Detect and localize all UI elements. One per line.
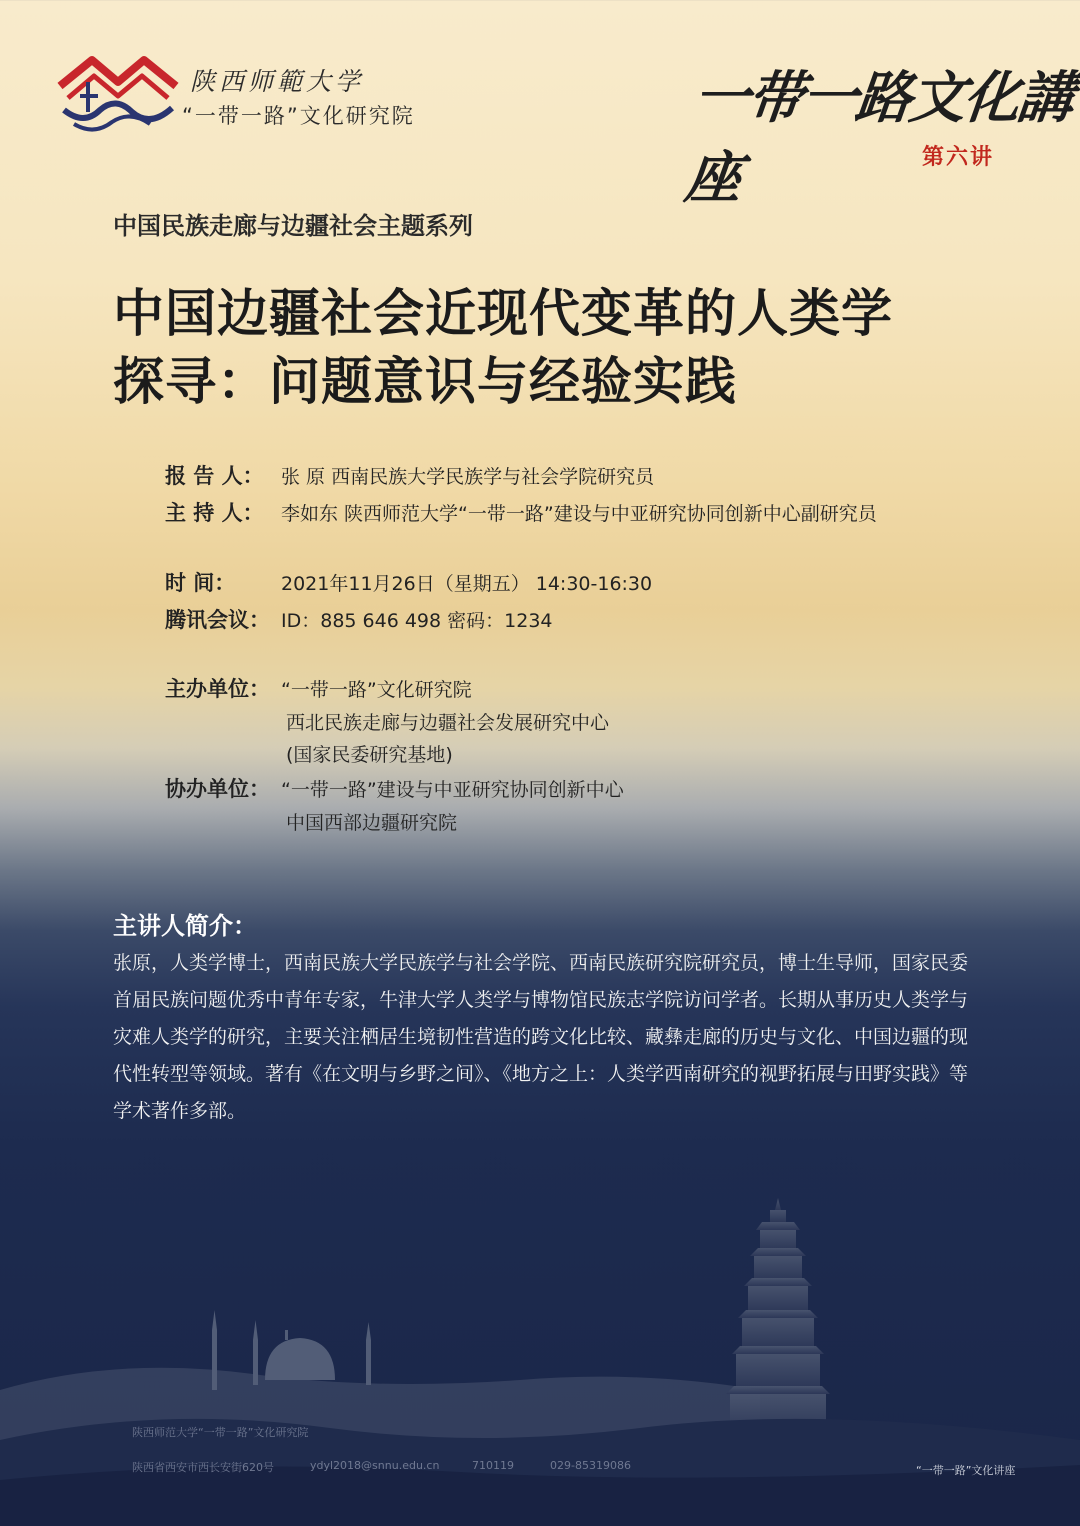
host-row [165, 497, 877, 527]
organizer-item: 西北民族走廊与边疆社会发展研究中心 [286, 712, 610, 734]
footer-series: “一带一路”文化讲座 [916, 1464, 1016, 1477]
speaker-value: 张 原 西南民族大学民族学与社会学院研究员 [281, 466, 655, 488]
host-value: 李如东 陕西师范大学“一带一路”建设与中亚研究协同创新中心副研究员 [281, 503, 877, 525]
co-organizer-item: 中国西部边疆研究院 [286, 812, 458, 834]
organizers-label: 主办单位： [165, 677, 270, 701]
pagoda-silhouette [726, 1198, 830, 1434]
main-title-line-1: 中国边疆社会近现代变革的人类学 [113, 285, 894, 344]
organizers-row [165, 673, 472, 703]
co-organizers-row [165, 773, 624, 803]
university-name: 陕西师範大学 [190, 67, 365, 96]
speaker-row [165, 460, 654, 490]
footer-postcode: 710119 [472, 1459, 514, 1472]
organizer-item: “一带一路”文化研究院 [281, 679, 472, 701]
footer-institute: 陕西师范大学“一带一路”文化研究院 [132, 1426, 309, 1439]
footer-email[interactable]: ydyl2018@snnu.edu.cn [310, 1459, 440, 1472]
meeting-row [165, 604, 553, 634]
organizer-item: (国家民委研究基地) [286, 744, 453, 766]
series-title: 中国民族走廊与边疆社会主题系列 [113, 212, 473, 240]
footer-phone: 029-85319086 [550, 1459, 631, 1472]
university-logo [54, 52, 180, 136]
meeting-label: 腾讯会议： [165, 608, 270, 632]
bio-heading: 主讲人简介： [113, 912, 257, 940]
time-value: 2021年11月26日（星期五） 14:30-16:30 [281, 573, 653, 595]
host-label: 主 持 人： [165, 501, 264, 525]
meeting-value: ID：885 646 498 密码：1234 [281, 610, 553, 632]
time-row [165, 567, 652, 597]
main-title-line-2: 探寻：问题意识与经验实践 [113, 353, 738, 412]
co-organizer-item: “一带一路”建设与中亚研究协同创新中心 [281, 779, 624, 801]
lecture-number: 第六讲 [922, 145, 995, 170]
footer-address: 陕西省西安市西长安街620号 [132, 1461, 274, 1474]
time-label: 时 间： [165, 571, 236, 595]
institute-name: “一带一路”文化研究院 [182, 104, 415, 128]
speaker-label: 报 告 人： [165, 464, 264, 488]
co-organizers-label: 协办单位： [165, 777, 270, 801]
lecture-series-calligraphy: 一带一路文化講座 [681, 65, 1076, 211]
bio-text: 张原，人类学博士，西南民族大学民族学与社会学院、西南民族研究院研究员，博士生导师，国家民委首届民族问题优秀中青年专家，牛津大学人类学与博物馆民族志学院访问学者。长期从事历史人类学与灾难人类学的研究，主要关注栖居生境韧性营造的跨文化比较、藏彝走廊的历史与文化、中国边疆的现代性转型等领域。著有《在文明与乡野之间》、《地方之上：人类学西南研究的视野拓展与田野实践》等学术著作多部。 [113, 952, 969, 1122]
